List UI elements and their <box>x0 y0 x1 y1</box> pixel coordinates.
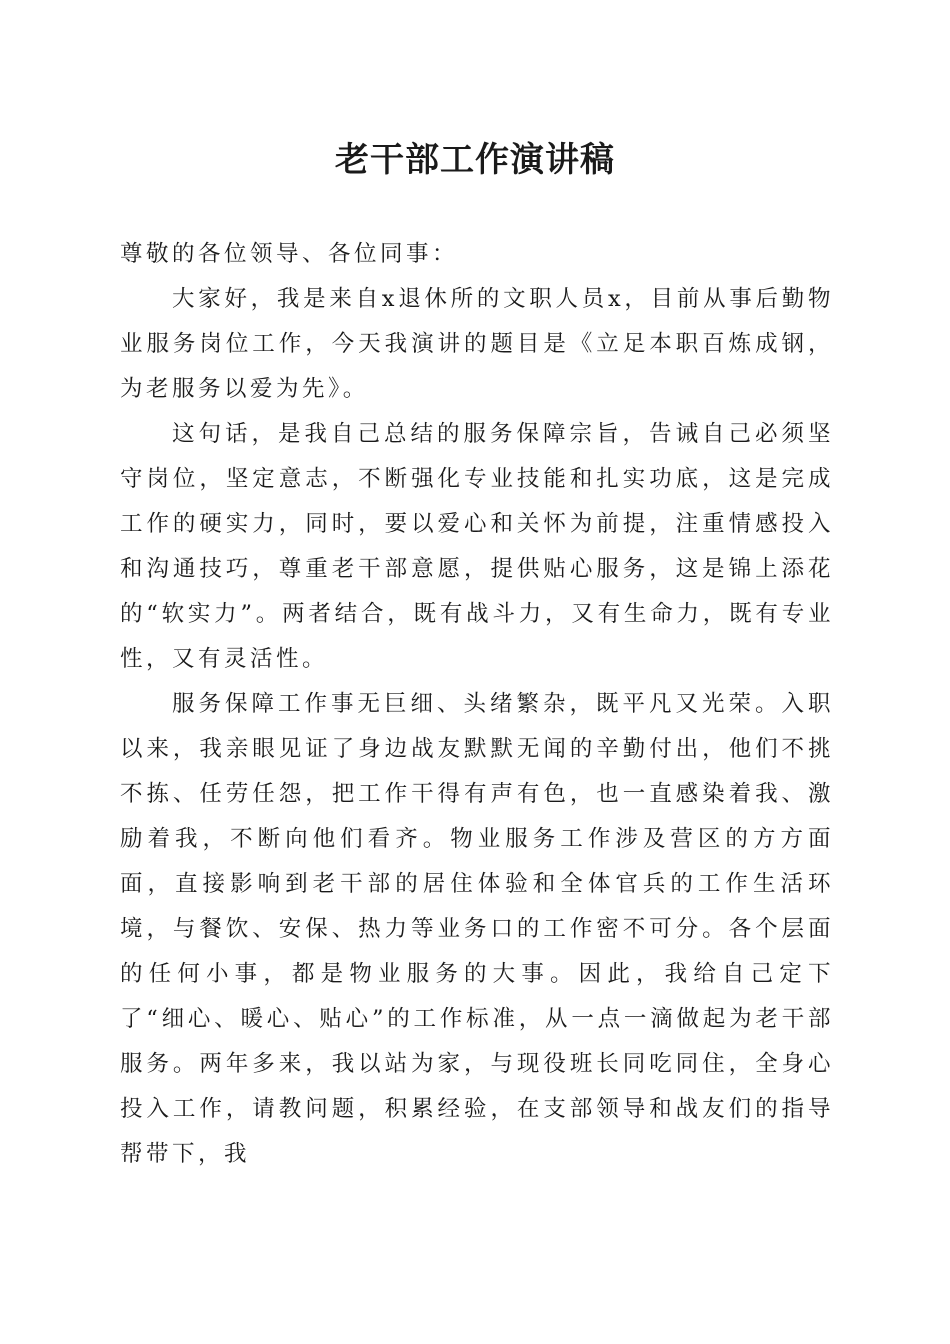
document-body <box>120 232 834 1177</box>
paragraph-2: 这句话，是我自己总结的服务保障宗旨，告诫自己必须坚守岗位，坚定意志，不断强化专业技能和扎实功底，这是完成工作的硬实力，同时，要以爱心和关怀为前提，注重情感投入和沟通技巧，尊重老干部意愿，提供贴心服务，这是锦上添花的“软实力”。两者结合，既有战斗力，又有生命力，既有专业性，又有灵活性。 <box>120 421 834 672</box>
paragraph-1: 大家好，我是来自x退休所的文职人员x，目前从事后勤物业服务岗位工作，今天我演讲的题目是《立足本职百炼成钢，为老服务以爱为先》。 <box>120 286 834 402</box>
salutation: 尊敬的各位领导、各位同事： <box>120 241 459 267</box>
document-title: 老干部工作演讲稿 <box>335 140 615 180</box>
paragraph-3: 服务保障工作事无巨细、头绪繁杂，既平凡又光荣。入职以来，我亲眼见证了身边战友默默无闻的辛勤付出，他们不挑不拣、任劳任怨，把工作干得有声有色，也一直感染着我、激励着我，不断向他们看齐。物业服务工作涉及营区的方方面面，直接影响到老干部的居住体验和全体官兵的工作生活环境，与餐饮、安保、热力等业务口的工作密不可分。各个层面的任何小事，都是物业服务的大事。因此，我给自己定下了“细心、暖心、贴心”的工作标准，从一点一滴做起为老干部服务。两年多来，我以站为家，与现役班长同吃同住，全身心投入工作，请教问题，积累经验，在支部领导和战友们的指导帮带下，我 <box>120 691 834 1167</box>
